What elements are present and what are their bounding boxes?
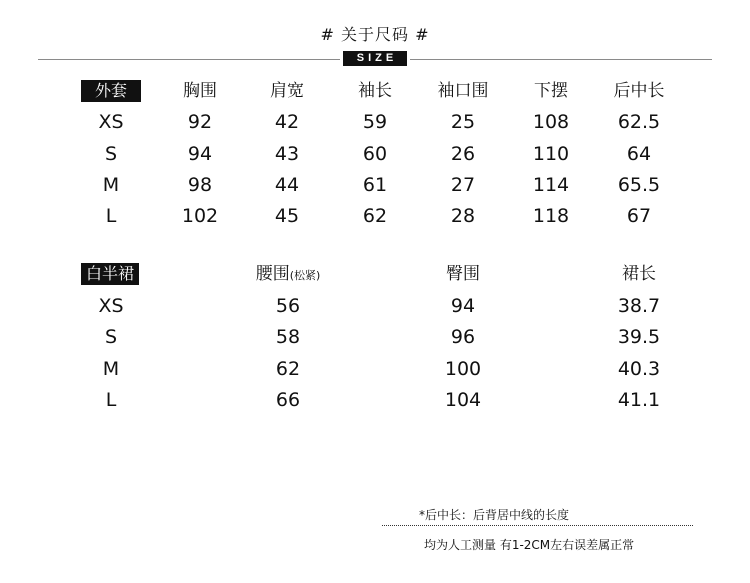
jacket-column-header: 下摆 — [534, 81, 568, 101]
jacket-column-header: 袖长 — [358, 81, 392, 101]
jacket-table-cell: 65.5 — [617, 174, 661, 196]
skirt-table-cell: 96 — [450, 326, 476, 348]
jacket-table-cell: 59 — [362, 111, 388, 133]
skirt-column-title: 裙长 — [622, 264, 656, 284]
jacket-table-cell: 27 — [450, 174, 476, 196]
jacket-table-cell: 28 — [450, 205, 476, 227]
skirt-column-header — [622, 263, 656, 285]
skirt-size-label: XS — [98, 295, 124, 317]
jacket-table-cell: 25 — [450, 111, 476, 133]
divider-right — [410, 59, 712, 60]
jacket-table-cell: 114 — [532, 174, 570, 196]
jacket-table-cell: 60 — [362, 143, 388, 165]
jacket-table-cell: 44 — [274, 174, 300, 196]
skirt-table-cell: 56 — [275, 295, 301, 317]
skirt-table-cell: 41.1 — [617, 389, 661, 411]
skirt-label: 白半裙 — [81, 263, 139, 285]
page-title: # 关于尺码 # — [320, 25, 430, 44]
skirt-table-cell: 62 — [275, 358, 301, 380]
jacket-label: 外套 — [81, 80, 141, 102]
jacket-table-cell: 62 — [362, 205, 388, 227]
skirt-table-cell: 100 — [444, 358, 482, 380]
jacket-size-label: L — [105, 205, 117, 227]
jacket-size-label: M — [102, 174, 120, 196]
jacket-size-label: S — [104, 143, 118, 165]
skirt-column-title: 臀围 — [446, 264, 480, 284]
jacket-column-header: 袖口围 — [437, 81, 489, 101]
skirt-column-title: 腰围 — [255, 264, 290, 284]
jacket-table-cell: 118 — [532, 205, 570, 227]
jacket-table-cell: 45 — [274, 205, 300, 227]
jacket-column-header: 肩宽 — [270, 81, 304, 101]
skirt-table-cell: 58 — [275, 326, 301, 348]
jacket-table-cell: 64 — [626, 143, 652, 165]
jacket-table-cell: 62.5 — [617, 111, 661, 133]
skirt-column-header — [256, 263, 321, 287]
skirt-size-label: M — [102, 358, 120, 380]
jacket-table-cell: 67 — [626, 205, 652, 227]
jacket-column-header: 胸围 — [183, 81, 217, 101]
jacket-table-cell: 98 — [187, 174, 213, 196]
length-definition-note: *后中长：后背居中线的长度 — [419, 508, 570, 522]
skirt-table-cell: 94 — [450, 295, 476, 317]
skirt-size-label: L — [105, 389, 117, 411]
jacket-table-cell: 26 — [450, 143, 476, 165]
jacket-size-label: XS — [98, 111, 124, 133]
jacket-table-cell: 94 — [187, 143, 213, 165]
skirt-table-cell: 40.3 — [617, 358, 661, 380]
skirt-table-cell: 38.7 — [617, 295, 661, 317]
dotted-divider — [382, 525, 693, 526]
divider-left — [38, 59, 340, 60]
jacket-column-header: 后中长 — [613, 81, 665, 101]
jacket-table-cell: 110 — [532, 143, 570, 165]
skirt-table-cell: 104 — [444, 389, 482, 411]
jacket-table-cell: 108 — [532, 111, 570, 133]
skirt-table-cell: 39.5 — [617, 326, 661, 348]
jacket-table-cell: 61 — [362, 174, 388, 196]
skirt-table-cell: 66 — [275, 389, 301, 411]
jacket-table-cell: 92 — [187, 111, 213, 133]
skirt-size-label: S — [104, 326, 118, 348]
jacket-table-cell: 42 — [274, 111, 300, 133]
jacket-table-cell: 43 — [274, 143, 300, 165]
skirt-column-header — [446, 263, 480, 285]
size-badge: SIZE — [343, 51, 407, 66]
measurement-disclaimer: 均为人工测量 有1-2CM左右误差属正常 — [424, 538, 635, 552]
jacket-table-cell: 102 — [181, 205, 219, 227]
skirt-column-note: (松紧) — [289, 269, 321, 282]
